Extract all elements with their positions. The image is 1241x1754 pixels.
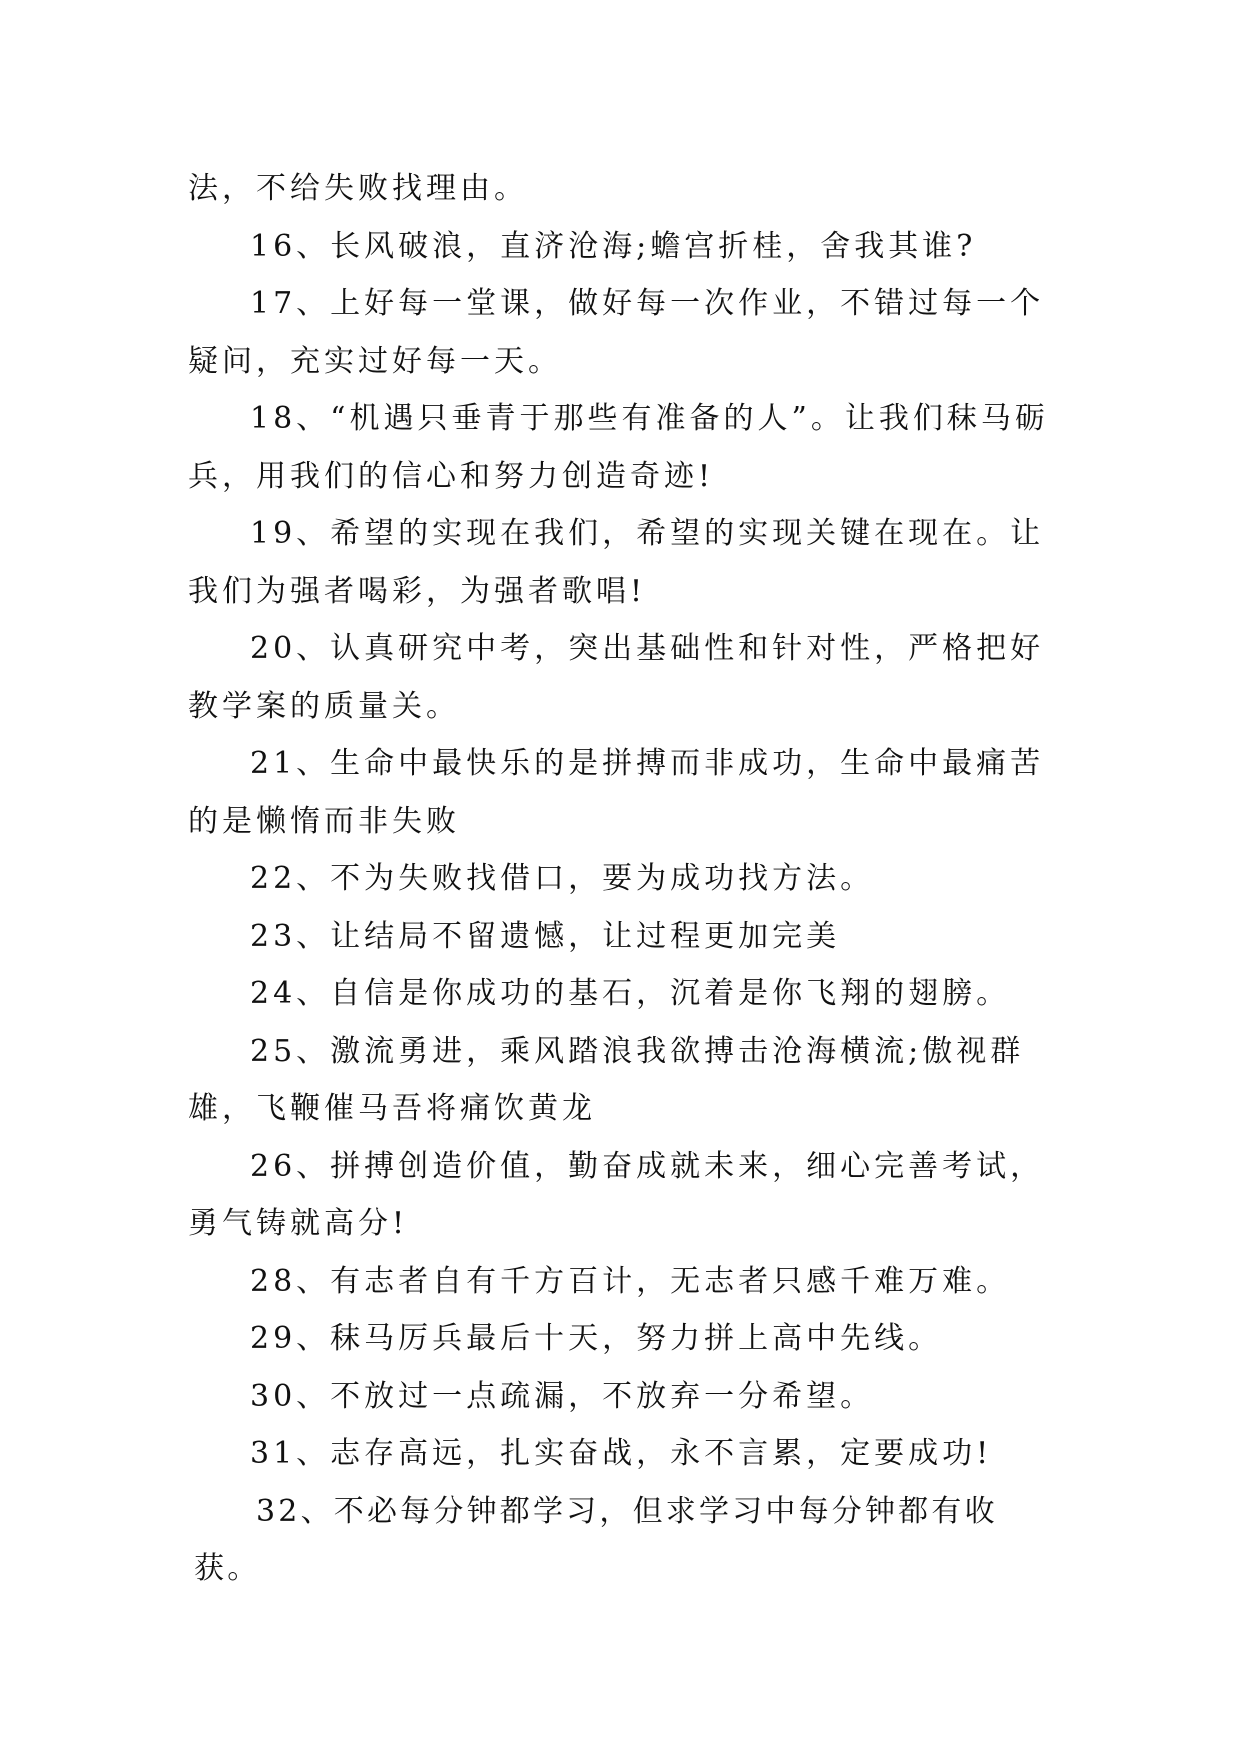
paragraph-24: 24、自信是你成功的基石，沉着是你飞翔的翅膀。 bbox=[250, 976, 1011, 1011]
paragraph-29: 29、秣马厉兵最后十天，努力拼上高中先线。 bbox=[250, 1321, 943, 1356]
paragraph-30: 30、不放过一点疏漏，不放弃一分希望。 bbox=[250, 1378, 875, 1414]
paragraph-26: 26、拼搏创造价值，勤奋成就未来，细心完善考试，勇气铸就高分! bbox=[188, 1148, 1045, 1241]
document-body bbox=[188, 160, 1058, 1598]
paragraph-21: 21、生命中最快乐的是拼搏而非成功，生命中最痛苦的是懒惰而非失败 bbox=[188, 746, 1045, 839]
paragraph-28: 28、有志者自有千方百计，无志者只感千难万难。 bbox=[250, 1263, 1011, 1299]
paragraph-25: 25、激流勇进，乘风踏浪我欲搏击沧海横流;傲视群雄，飞鞭催马吾将痛饮黄龙 bbox=[188, 1033, 1025, 1126]
paragraph-17: 17、上好每一堂课，做好每一次作业，不错过每一个疑问，充实过好每一天。 bbox=[188, 286, 1045, 379]
paragraph-23: 23、让结局不留遗憾，让过程更加完美 bbox=[250, 918, 841, 954]
paragraph-31: 31、志存高远，扎实奋战，永不言累，定要成功! bbox=[250, 1436, 993, 1471]
paragraph-16: 16、长风破浪，直济沧海;蟾宫折桂，舍我其谁? bbox=[250, 228, 977, 264]
paragraph-19: 19、希望的实现在我们，希望的实现关键在现在。让我们为强者喝彩，为强者歌唱! bbox=[188, 516, 1045, 609]
paragraph-continuation: 法，不给失败找理由。 bbox=[188, 171, 528, 206]
paragraph-22: 22、不为失败找借口，要为成功找方法。 bbox=[250, 861, 875, 896]
paragraph-32: 32、不必每分钟都学习，但求学习中每分钟都有收获。 bbox=[194, 1493, 998, 1586]
paragraph-18: 18、“机遇只垂青于那些有准备的人”。让我们秣马砺兵，用我们的信心和努力创造奇迹! bbox=[188, 401, 1049, 494]
paragraph-20: 20、认真研究中考，突出基础性和针对性，严格把好教学案的质量关。 bbox=[188, 631, 1045, 724]
